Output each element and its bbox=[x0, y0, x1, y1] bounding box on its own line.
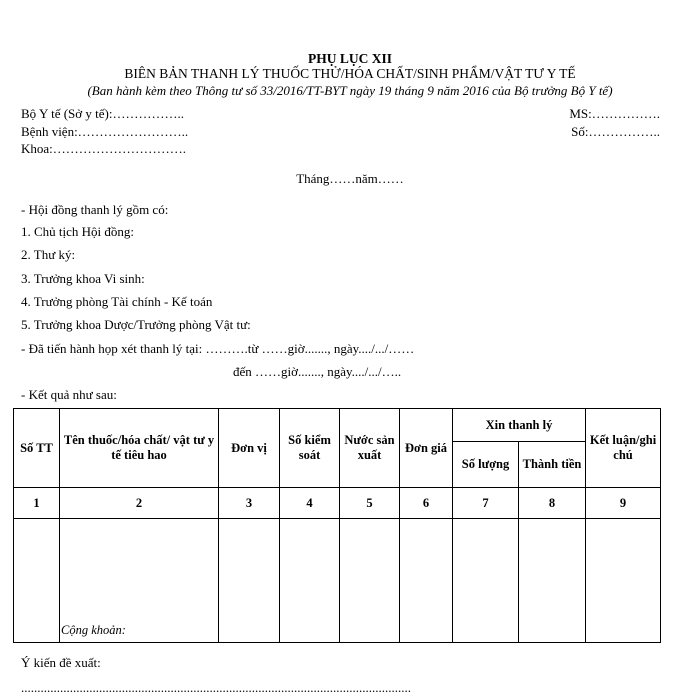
table-number-row bbox=[14, 488, 661, 519]
result-intro: - Kết quả như sau: bbox=[21, 387, 117, 402]
table-cell bbox=[586, 519, 661, 643]
table-cell bbox=[453, 519, 519, 643]
table-cell bbox=[400, 519, 453, 643]
table-body-row bbox=[14, 519, 661, 643]
col-header-no: Số TT bbox=[14, 409, 60, 488]
department-field: Khoa:…………………………. bbox=[21, 141, 187, 156]
col-header-amount: Thành tiền bbox=[519, 442, 586, 488]
date-line: Tháng……năm…… bbox=[296, 171, 404, 186]
code-header bbox=[569, 105, 660, 140]
appendix-number: PHỤ LỤC XII bbox=[307, 51, 392, 66]
col-header-quantity: Số lượng bbox=[453, 442, 519, 488]
col-header-control: Số kiểm soát bbox=[280, 409, 340, 488]
proposal-label: Ý kiến đề xuất: bbox=[21, 655, 101, 670]
table-cell bbox=[219, 519, 280, 643]
so-field: Số:…………….. bbox=[571, 123, 660, 139]
col-number: 2 bbox=[60, 488, 219, 519]
col-number: 7 bbox=[453, 488, 519, 519]
proposal-dots: ........................................................................................................................ bbox=[21, 680, 411, 695]
council-member-3: 3. Trưởng khoa Vi sinh: bbox=[21, 271, 145, 286]
col-header-unit: Đơn vị bbox=[219, 409, 280, 488]
liquidation-table bbox=[13, 408, 661, 643]
col-number: 3 bbox=[219, 488, 280, 519]
col-header-price: Đơn giá bbox=[400, 409, 453, 488]
table-cell bbox=[340, 519, 400, 643]
table-cell bbox=[60, 519, 219, 643]
document-subtitle: (Ban hành kèm theo Thông tư số 33/2016/TT-BYT ngày 19 tháng 9 năm 2016 của Bộ trưởng Bộ Y tế) bbox=[87, 83, 613, 98]
col-header-liquidation-group: Xin thanh lý bbox=[453, 409, 586, 442]
table-cell bbox=[14, 519, 60, 643]
meeting-line: - Đã tiến hành họp xét thanh lý tại: ……….từ ……giờ......., ngày..../.../…… bbox=[21, 341, 415, 356]
ms-field: MS:……………. bbox=[569, 106, 660, 121]
col-number: 8 bbox=[519, 488, 586, 519]
col-number: 4 bbox=[280, 488, 340, 519]
council-member-4: 4. Trưởng phòng Tài chính - Kế toán bbox=[21, 294, 213, 309]
col-number: 9 bbox=[586, 488, 661, 519]
col-number: 5 bbox=[340, 488, 400, 519]
council-member-5: 5. Trưởng khoa Dược/Trưởng phòng Vật tư: bbox=[21, 317, 251, 332]
council-member-1: 1. Chủ tịch Hội đồng: bbox=[21, 224, 135, 239]
col-number: 1 bbox=[14, 488, 60, 519]
document-title: BIÊN BẢN THANH LÝ THUỐC THỬ/HÓA CHẤT/SINH PHẨM/VẬT TƯ Y TẾ bbox=[124, 66, 576, 81]
table-cell bbox=[519, 519, 586, 643]
total-label: Cộng khoản: bbox=[61, 623, 126, 637]
col-header-origin: Nước sản xuất bbox=[340, 409, 400, 488]
org-header bbox=[21, 105, 188, 158]
col-number: 6 bbox=[400, 488, 453, 519]
council-intro: - Hội đồng thanh lý gồm có: bbox=[21, 202, 169, 217]
table-header-row bbox=[14, 409, 661, 442]
hospital-field: Bệnh viện:…………………….. bbox=[21, 123, 189, 139]
meeting-to-line: đến ……giờ......., ngày..../.../….. bbox=[233, 364, 402, 379]
ministry-field: Bộ Y tế (Sở y tế):…………….. bbox=[21, 106, 184, 121]
col-header-conclusion: Kết luận/ghi chú bbox=[586, 409, 661, 488]
col-header-name: Tên thuốc/hóa chất/ vật tư y tế tiêu hao bbox=[60, 409, 219, 488]
council-member-2: 2. Thư ký: bbox=[21, 247, 76, 262]
table-cell bbox=[280, 519, 340, 643]
